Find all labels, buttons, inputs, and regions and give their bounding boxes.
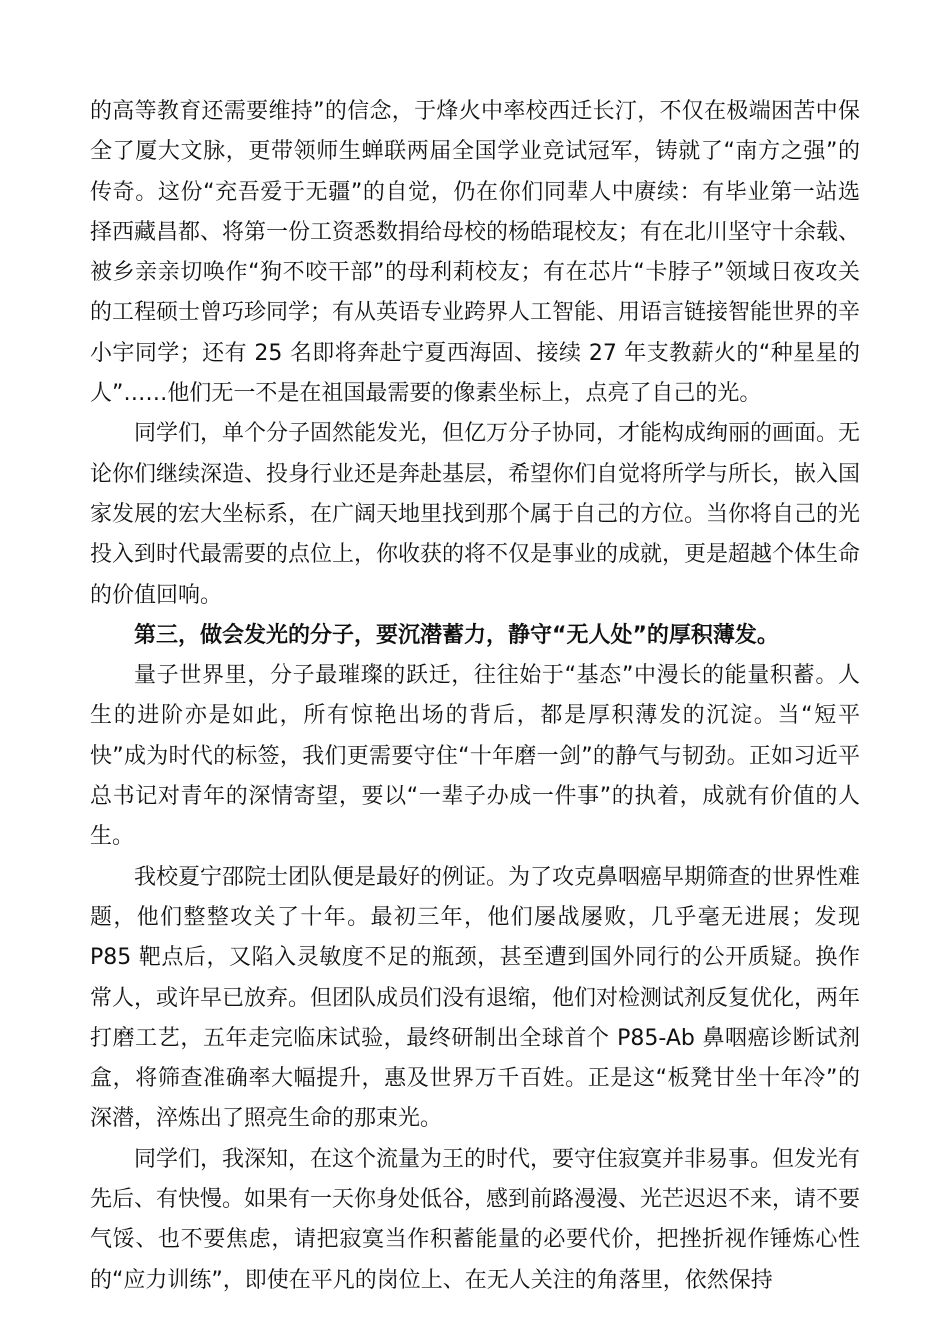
paragraph-collaboration: 同学们，单个分子固然能发光，但亿万分子协同，才能构成绚丽的画面。无论你们继续深造、投身行业还是奔赴基层，希望你们自觉将所学与所长，嵌入国家发展的宏大坐标系，在广阔天地里找到那个属于自己的方位。当你将自己的光投入到时代最需要的点位上，你收获的将不仅是事业的成就，更是超越个体生命的价值回响。 <box>90 421 861 608</box>
paragraph-continuation: 的高等教育还需要维持”的信念，于烽火中率校西迁长汀，不仅在极端困苦中保全了厦大文脉，更带领师生蝉联两届全国学业竞试冠军，铸就了“南方之强”的传奇。这份“充吾爱于无疆”的自觉，仍在你们同辈人中赓续：有毕业第一站选择西藏昌都、将第一份工资悉数捐给母校的杨皓琨校友；有在北川坚守十余载、被乡亲亲切唤作“狗不咬干部”的母利莉校友；有在芯片“卡脖子”领域日夜攻关的工程硕士曾巧珍同学；有从英语专业跨界人工智能、用语言链接智能世界的辛小宇同学；还有 25 名即将奔赴宁夏西海固、接续 27 年支教薪火的“种星星的人”……他们无一不是在祖国最需要的像素坐标上，点亮了自己的光。 <box>90 99 861 407</box>
document-page <box>90 92 860 1301</box>
paragraph-research-team: 我校夏宁邵院士团队便是最好的例证。为了攻克鼻咽癌早期筛查的世界性难题，他们整整攻关了十年。最初三年，他们屡战屡败，几乎毫无进展；发现 P85 靶点后，又陷入灵敏度不足的瓶颈，甚至遭到国外同行的公开质疑。换作常人，或许早已放弃。但团队成员们没有退缩，他们对检测试剂反复优化，两年打磨工艺，五年走完临床试验，最终研制出全球首个 P85-Ab 鼻咽癌诊断试剂盒，将筛查准确率大幅提升，惠及世界万千百姓。正是这“板凳甘坐十年冷”的深潜，淬炼出了照亮生命的那束光。 <box>90 864 861 1132</box>
paragraph-quantum: 量子世界里，分子最璀璨的跃迁，往往始于“基态”中漫长的能量积蓄。人生的进阶亦是如此，所有惊艳出场的背后，都是厚积薄发的沉淀。当“短平快”成为时代的标签，我们更需要守住“十年磨一剑”的静气与韧劲。正如习近平总书记对青年的深情寄望，要以“一辈子办成一件事”的执着，成就有价值的人生。 <box>90 663 860 850</box>
section-heading-third: 第三，做会发光的分子，要沉潜蓄力，静守“无人处”的厚积薄发。 <box>134 622 779 648</box>
paragraph-perseverance: 同学们，我深知，在这个流量为王的时代，要守住寂寞并非易事。但发光有先后、有快慢。如果有一天你身处低谷，感到前路漫漫、光芒迟迟不来，请不要气馁、也不要焦虑，请把寂寞当作积蓄能量的必要代价，把挫折视作锤炼心性的“应力训练”，即使在平凡的岗位上、在无人关注的角落里，依然保持 <box>90 1146 861 1293</box>
